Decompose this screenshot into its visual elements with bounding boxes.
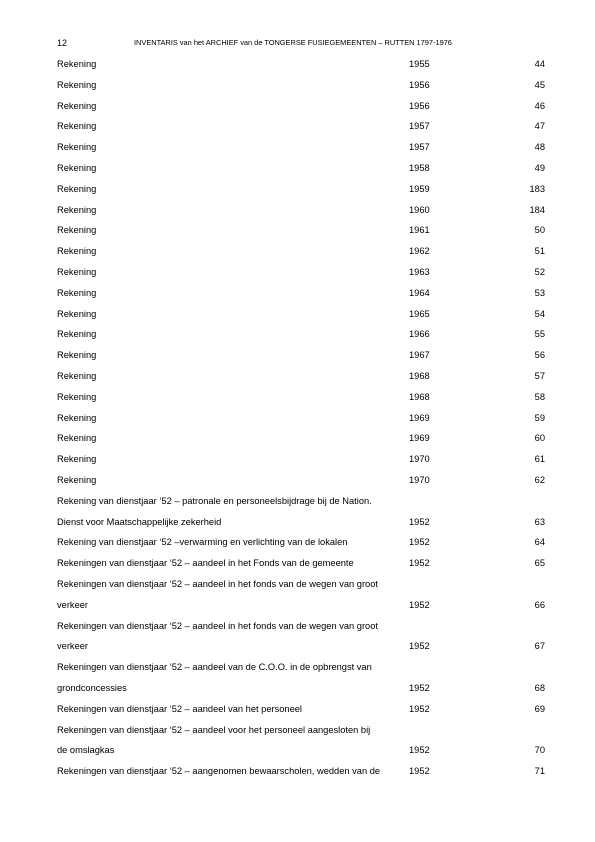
entry-year: 1952 [409,558,430,569]
inventory-row [57,616,545,637]
entry-year: 1962 [409,246,430,257]
entry-year: 1959 [409,183,430,194]
inventory-row [57,366,545,387]
entry-year: 1965 [409,308,430,319]
entry-description: Rekening van dienstjaar ‘52 – patronale en personeelsbijdrage bij de Nation. [57,495,372,506]
entry-description: Rekening [57,287,97,298]
entry-description: Rekening [57,204,97,215]
entry-number: 70 [534,745,545,756]
entry-year: 1967 [409,350,430,361]
inventory-row [57,241,545,262]
entry-year: 1966 [409,329,430,340]
entry-description: Rekening van dienstjaar ‘52 –verwarming en verlichting van de lokalen [57,537,348,548]
entry-number: 48 [534,142,545,153]
inventory-row [57,116,545,137]
inventory-row [57,428,545,449]
page-number: 12 [57,38,68,48]
entry-description: Rekening [57,329,97,340]
entry-year: 1952 [409,682,430,693]
inventory-row [57,96,545,117]
entry-number: 47 [534,121,545,132]
entry-description: Rekeningen van dienstjaar ‘52 – aangenomen bewaarscholen, wedden van de [57,766,381,777]
inventory-row [57,75,545,96]
entry-description: Rekeningen van dienstjaar ‘52 – aandeel van de C.O.O. in de opbrengst van [57,662,372,673]
entry-year: 1969 [409,433,430,444]
inventory-row [57,220,545,241]
entry-year: 1952 [409,641,430,652]
entry-description: Rekening [57,183,97,194]
entry-description: Rekening [57,350,97,361]
entry-description: Rekening [57,412,97,423]
entry-year: 1956 [409,100,430,111]
entry-year: 1969 [409,412,430,423]
entry-description: Dienst voor Maatschappelijke zekerheid [57,516,222,527]
entry-number: 53 [534,287,545,298]
entry-number: 45 [534,79,545,90]
entry-year: 1957 [409,121,430,132]
inventory-row [57,449,545,470]
inventory-row [57,54,545,75]
entry-description: Rekening [57,59,97,69]
inventory-row [57,720,545,741]
entry-number: 65 [534,558,545,569]
entry-description: Rekening [57,246,97,257]
entry-number: 62 [534,474,545,485]
entry-number: 57 [534,370,545,381]
entry-description: Rekening [57,100,97,111]
entry-description: Rekeningen van dienstjaar ‘52 – aandeel in het fonds van de wegen van groot [57,578,378,589]
inventory-row [57,532,545,553]
entry-number: 60 [534,433,545,444]
entry-year: 1958 [409,162,430,173]
entry-number: 49 [534,162,545,173]
entry-number: 58 [534,391,545,402]
inventory-row [57,512,545,533]
entry-number: 64 [534,537,545,548]
entry-year: 1961 [409,225,430,236]
entry-description: Rekeningen van dienstjaar ‘52 – aandeel van het personeel [57,703,302,714]
inventory-row [57,636,545,657]
entry-number: 56 [534,350,545,361]
entry-number: 61 [534,454,545,465]
entry-description: verkeer [57,641,89,652]
inventory-row [57,283,545,304]
entry-description: Rekening [57,266,97,277]
entry-year: 1952 [409,516,430,527]
entry-number: 66 [534,599,545,610]
entry-number: 50 [534,225,545,236]
entry-year: 1957 [409,142,430,153]
entry-year: 1952 [409,537,430,548]
entry-year: 1952 [409,599,430,610]
entry-number: 44 [534,59,545,69]
inventory-row [57,408,545,429]
entry-year: 1960 [409,204,430,215]
entry-number: 71 [534,766,545,777]
inventory-row [57,387,545,408]
inventory-row [57,657,545,678]
entry-number: 46 [534,100,545,111]
entry-description: de omslagkas [57,745,115,756]
entry-description: verkeer [57,599,89,610]
entry-number: 63 [534,516,545,527]
inventory-row [57,595,545,616]
entry-year: 1970 [409,454,430,465]
entry-number: 55 [534,329,545,340]
entry-number: 52 [534,266,545,277]
inventory-row [57,678,545,699]
entry-description: Rekening [57,454,97,465]
entry-description: Rekeningen van dienstjaar ‘52 – aandeel in het Fonds van de gemeente [57,558,354,569]
entry-number: 184 [529,204,545,215]
inventory-row [57,574,545,595]
entry-description: Rekeningen van dienstjaar ‘52 – aandeel in het fonds van de wegen van groot [57,620,378,631]
inventory-row [57,137,545,158]
entry-number: 59 [534,412,545,423]
inventory-row [57,553,545,574]
entry-year: 1968 [409,391,430,402]
inventory-row [57,324,545,345]
entry-year: 1956 [409,79,430,90]
inventory-row [57,179,545,200]
entry-number: 68 [534,682,545,693]
inventory-row [57,345,545,366]
entry-year: 1952 [409,745,430,756]
entry-description: Rekening [57,433,97,444]
inventory-row [57,304,545,325]
entry-year: 1968 [409,370,430,381]
entry-description: Rekening [57,308,97,319]
entry-number: 67 [534,641,545,652]
running-title: INVENTARIS van het ARCHIEF van de TONGERSE FUSIEGEMEENTEN – RUTTEN 1797-1976 [134,38,452,47]
entry-description: Rekening [57,370,97,381]
entry-number: 69 [534,703,545,714]
inventory-list [57,54,545,782]
entry-description: Rekening [57,142,97,153]
inventory-row [57,262,545,283]
inventory-row [57,699,545,720]
entry-year: 1952 [409,766,430,777]
entry-description: grondconcessies [57,682,127,693]
entry-number: 54 [534,308,545,319]
inventory-row [57,740,545,761]
inventory-row [57,200,545,221]
inventory-row [57,470,545,491]
entry-year: 1955 [409,59,430,69]
entry-year: 1964 [409,287,430,298]
entry-year: 1952 [409,703,430,714]
inventory-row [57,761,545,782]
entry-number: 183 [529,183,545,194]
entry-number: 51 [534,246,545,257]
entry-description: Rekening [57,225,97,236]
entry-description: Rekening [57,121,97,132]
entry-description: Rekening [57,474,97,485]
entry-year: 1970 [409,474,430,485]
inventory-row [57,491,545,512]
page-header [57,37,538,49]
entry-year: 1963 [409,266,430,277]
entry-description: Rekening [57,162,97,173]
entry-description: Rekeningen van dienstjaar ‘52 – aandeel voor het personeel aangesloten bij [57,724,371,735]
inventory-row [57,158,545,179]
entry-description: Rekening [57,79,97,90]
entry-description: Rekening [57,391,97,402]
